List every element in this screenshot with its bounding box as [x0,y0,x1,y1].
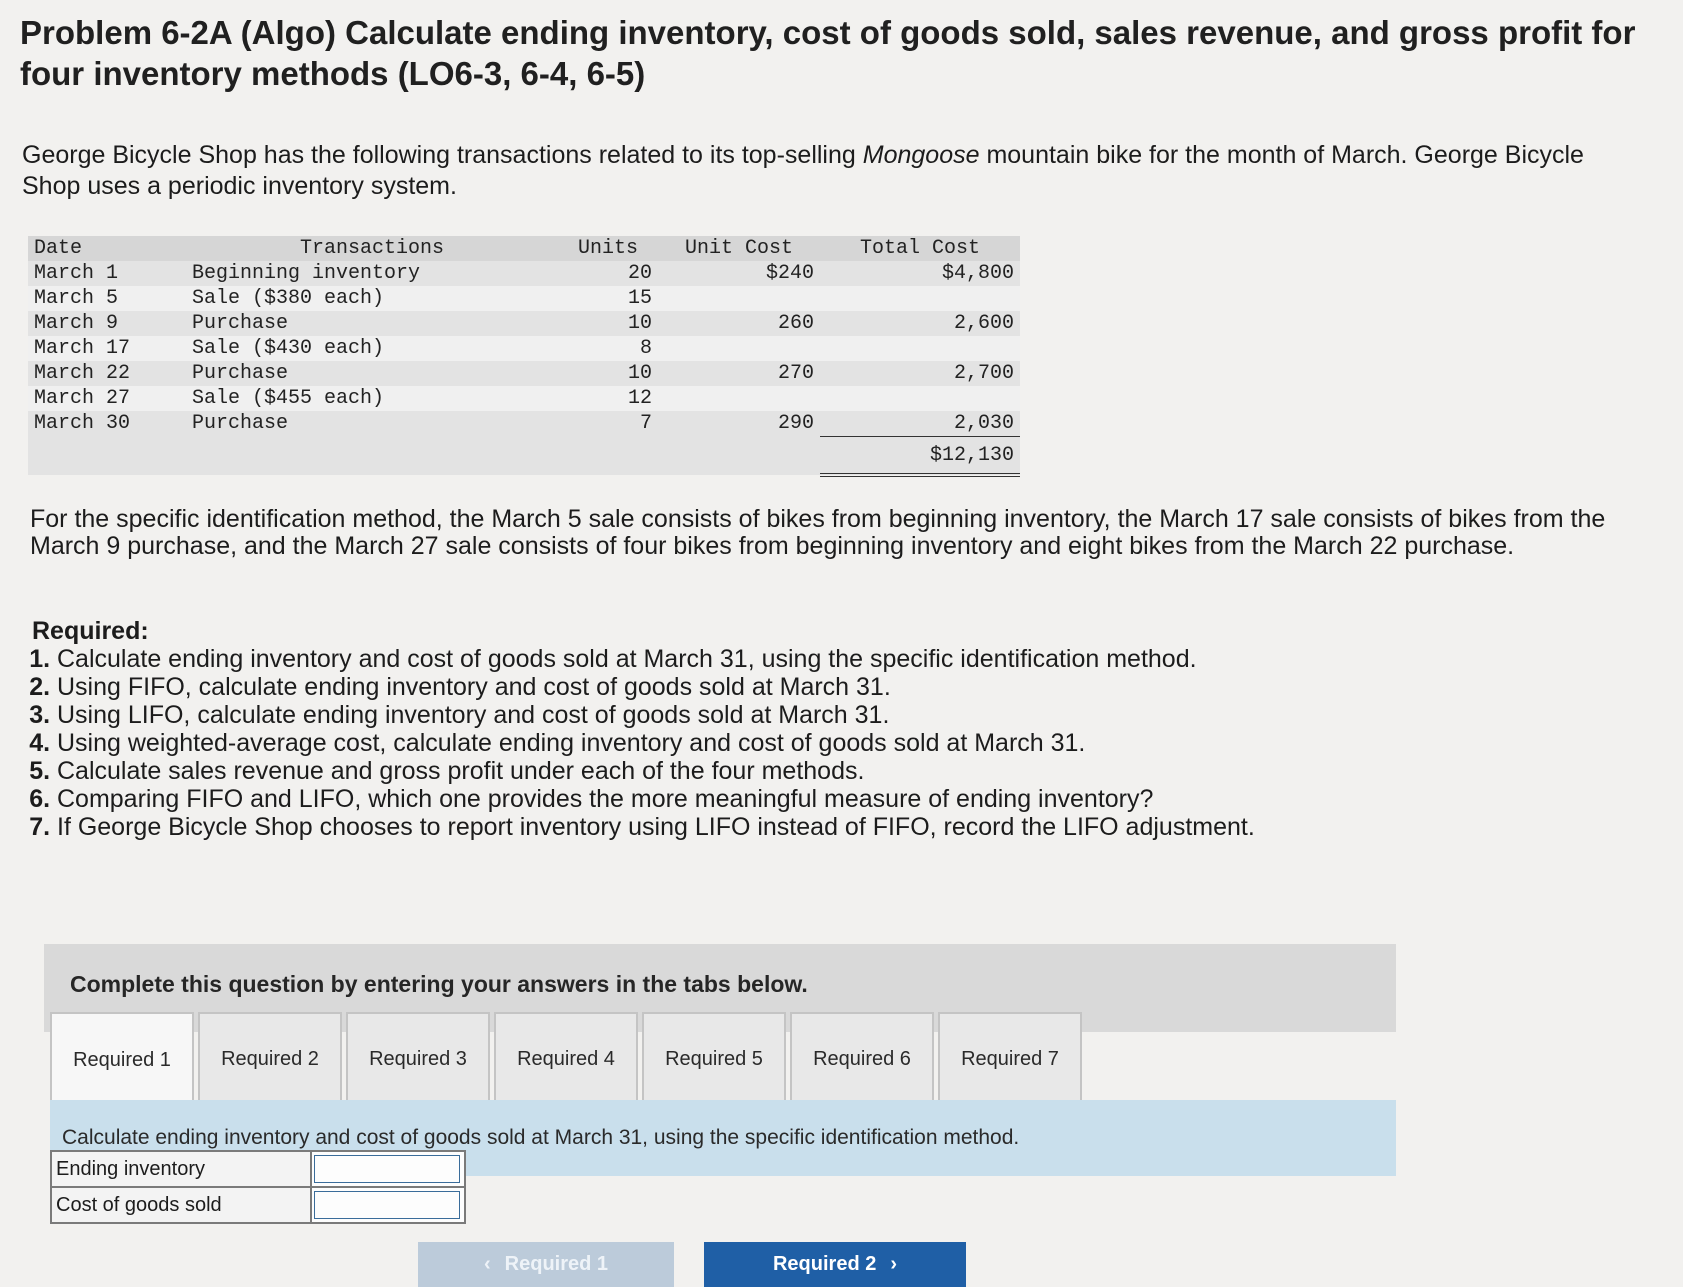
cell-date: March 27 [28,386,186,411]
cell-unit-cost [658,286,820,311]
problem-title: Problem 6-2A (Algo) Calculate ending inventory, cost of goods sold, sales revenue, and gross profit for four inventory methods (LO6-3, 6-4, 6-5) [20,14,1636,92]
total-cost-sum: $12,130 [820,437,1020,476]
required-item: 6. Comparing FIFO and LIFO, which one provides the more meaningful measure of ending inventory? [57,785,1632,813]
cell-units: 8 [558,336,658,361]
answer-row [51,1151,465,1187]
cell-unit-cost: 260 [658,311,820,336]
answer-row [51,1187,465,1223]
cell-total-cost: 2,030 [820,411,1020,437]
table-row [28,286,1020,311]
answer-label: Ending inventory [51,1151,311,1187]
tab-required-4[interactable]: Required 4 [494,1012,638,1106]
cell-total-cost [820,336,1020,361]
table-row [28,311,1020,336]
required-tabs [50,1012,1086,1106]
cell-transaction: Sale ($430 each) [186,336,558,361]
cell-date: March 17 [28,336,186,361]
answer-table [50,1150,466,1224]
tab-required-7[interactable]: Required 7 [938,1012,1082,1106]
transactions-table [28,236,1020,477]
cell-units: 10 [558,361,658,386]
cell-date: March 30 [28,411,186,437]
cell-unit-cost [658,386,820,411]
required-item: 4. Using weighted-average cost, calculate ending inventory and cost of goods sold at March 31. [57,729,1632,757]
cell-date: March 5 [28,286,186,311]
required-item: 3. Using LIFO, calculate ending inventory and cost of goods sold at March 31. [57,701,1632,729]
required-item: 2. Using FIFO, calculate ending inventory and cost of goods sold at March 31. [57,673,1632,701]
brand-name: Mongoose [862,141,980,169]
answer-label: Cost of goods sold [51,1187,311,1223]
required-section [32,617,1632,841]
cost-of-goods-sold-input[interactable] [314,1191,460,1219]
cell-total-cost: 2,600 [820,311,1020,336]
header-total-cost: Total Cost [820,236,1020,261]
panel-instruction: Complete this question by entering your answers in the tabs below. [70,971,808,997]
cell-transaction: Beginning inventory [186,261,558,286]
header-date: Date [28,236,186,261]
chevron-left-icon: ‹ [483,1253,491,1275]
previous-required-button[interactable] [418,1242,674,1287]
cell-transaction: Sale ($380 each) [186,286,558,311]
table-header-row [28,236,1020,261]
cell-total-cost: $4,800 [820,261,1020,286]
table-row [28,361,1020,386]
cell-total-cost [820,286,1020,311]
tab-required-6[interactable]: Required 6 [790,1012,934,1106]
intro-paragraph [22,140,1642,202]
cell-unit-cost: $240 [658,261,820,286]
cell-units: 10 [558,311,658,336]
cell-date: March 22 [28,361,186,386]
cell-unit-cost: 290 [658,411,820,437]
header-units: Units [558,236,658,261]
cell-unit-cost: 270 [658,361,820,386]
required-item: 7. If George Bicycle Shop chooses to report inventory using LIFO instead of FIFO, record the LIFO adjustment. [57,813,1632,841]
cell-date: March 9 [28,311,186,336]
required-heading: Required: [32,617,149,645]
cell-units: 15 [558,286,658,311]
cell-total-cost: 2,700 [820,361,1020,386]
tab-required-5[interactable]: Required 5 [642,1012,786,1106]
ending-inventory-input[interactable] [314,1155,460,1183]
specific-identification-text: For the specific identification method, the March 5 sale consists of bikes from beginning inventory, the March 17 sale consists of bikes from the March 9 purchase, and the March 27 sale consists of four bikes from beginning inventory and eight bikes from the March 22 purchase. [30,505,1606,560]
next-required-button[interactable] [704,1242,966,1287]
intro-text-end: mountain bike for the month of March. George Bicycle Shop uses a periodic inventory system. [22,141,1584,200]
intro-text-start: George Bicycle Shop has the following transactions related to its top-selling [22,141,863,169]
header-transactions: Transactions [186,236,558,261]
tab-required-3[interactable]: Required 3 [346,1012,490,1106]
required-item: 1. Calculate ending inventory and cost of goods sold at March 31, using the specific identification method. [57,645,1632,673]
required-item: 5. Calculate sales revenue and gross profit under each of the four methods. [57,757,1632,785]
cell-units: 12 [558,386,658,411]
cell-transaction: Purchase [186,311,558,336]
previous-button-label: Required 1 [504,1253,609,1275]
table-row [28,261,1020,286]
tab-instruction: Calculate ending inventory and cost of goods sold at March 31, using the specific identification method. [50,1100,1396,1176]
cell-transaction: Purchase [186,361,558,386]
cell-transaction: Sale ($455 each) [186,386,558,411]
cell-total-cost [820,386,1020,411]
table-row [28,336,1020,361]
cell-transaction: Purchase [186,411,558,437]
header-unit-cost: Unit Cost [658,236,820,261]
cell-unit-cost [658,336,820,361]
chevron-right-icon: › [890,1253,898,1275]
table-row [28,386,1020,411]
cell-units: 20 [558,261,658,286]
table-total-row [28,437,1020,476]
table-row [28,411,1020,437]
required-list [32,645,1632,841]
tab-required-1[interactable]: Required 1 [50,1012,194,1106]
cell-date: March 1 [28,261,186,286]
tab-required-2[interactable]: Required 2 [198,1012,342,1106]
next-button-label: Required 2 [772,1253,877,1275]
cell-units: 7 [558,411,658,437]
